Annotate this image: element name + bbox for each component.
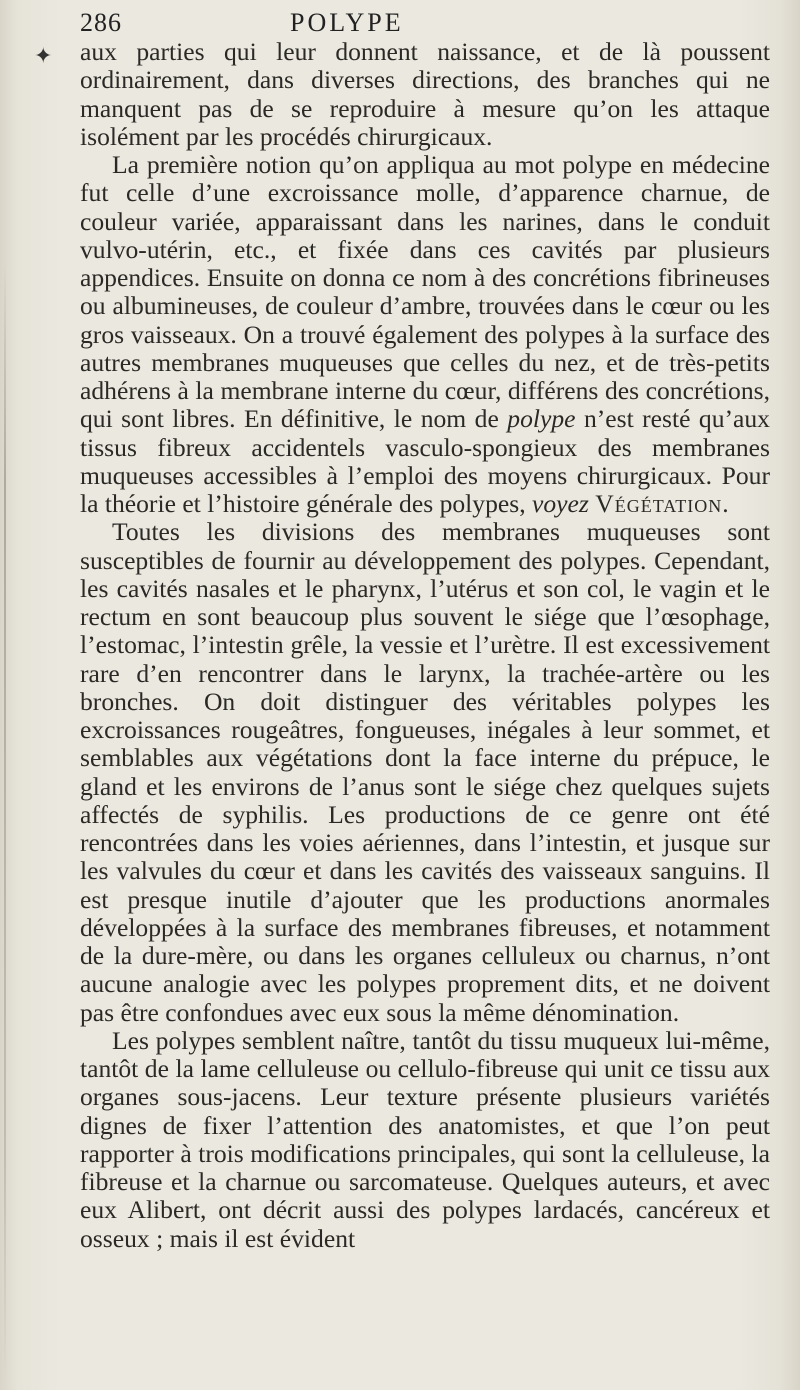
page-number: 286 <box>80 8 122 37</box>
paragraph-1: aux parties qui leur donnent naissance, et de là poussent ordinairement, dans diverses directions, des branches qui ne manquent pas de se reproduire à mesure qu’on les attaque isolément par les procédés chirurgicaux. <box>80 37 770 151</box>
paragraph-4: Les polypes semblent naître, tantôt du tissu muqueux lui-même, tantôt de la lame celluleuse ou cellulo-fibreuse qui unit ce tissu aux organes sous-jacens. Leur texture présente plusieurs variétés dignes de fixer l’attention des anatomistes, et que l’on peut rapporter à trois modifications principales, qui sont la celluleuse, la fibreuse et la charnue ou sarcomateuse. Quelques auteurs, et avec eux Alibert, ont décrit aussi des polypes lardacés, cancéreux et osseux ; mais il est évident <box>80 1025 770 1253</box>
page-header <box>80 8 720 40</box>
page-edge-shadow <box>4 260 6 1380</box>
running-title: POLYPE <box>290 8 404 37</box>
paragraph-2-end: . <box>722 489 729 518</box>
cross-reference: Végétation <box>595 489 723 518</box>
paragraph-2-text-b: n’est resté qu’aux tissus fibreux accidentels vasculo-spongieux des membranes muqueuses accessibles à l’emploi des moyens chirurgicaux. Pour la théorie et l’histoire générale des polypes, <box>80 404 770 518</box>
paragraph-3: Toutes les divisions des membranes muqueuses sont susceptibles de fournir au développement des polypes. Cependant, les cavités nasales et le pharynx, l’utérus et son col, le vagin et le rectum en sont beaucoup plus souvent le siége que l’œsophage, l’estomac, l’intestin grêle, la vessie et l’urètre. Il est excessivement rare d’en rencontrer dans le larynx, la trachée-artère ou les bronches. On doit distinguer des véritables polypes les excroissances rougeâtres, fongueuses, inégales à leur sommet, et semblables aux végétations dont la face interne du prépuce, le gland et les environs de l’anus sont le siége chez quelques sujets affectés de syphilis. Les productions de ce genre ont été rencontrées dans les voies aériennes, dans l’intestin, et jusque sur les valvules du cœur et dans les cavités des vaisseaux sanguins. Il est presque inutile d’ajouter que les productions anormales développées à la surface des membranes fibreuses, et notamment de la dure-mère, ou dans les organes celluleux ou charnus, n’ont aucune analogie avec les polypes proprement dits, et ne doivent pas être confondues avec eux sous la même dénomination. <box>80 517 770 1027</box>
paragraph-2 <box>80 151 770 518</box>
voyez-label: voyez <box>532 489 589 518</box>
body-text <box>80 38 770 1253</box>
term-polype: polype <box>507 404 576 434</box>
ink-blot-mark: ✦ <box>34 44 53 69</box>
paragraph-2-text: La première notion qu’on appliqua au mot polype en médecine fut celle d’une excroissance molle, d’apparence charnue, de couleur variée, apparaissant dans les narines, dans le conduit vulvo-utérin, etc., et fixée dans ces cavités par plusieurs appendices. Ensuite on donna ce nom à des concrétions fibrineuses ou albumineuses, de couleur d’ambre, trouvées dans le cœur ou les gros vaisseaux. On a trouvé également des polypes à la surface des autres membranes muqueuses que celles du nez, et de très-petits adhérens à la membrane interne du cœur, différens des concrétions, qui sont libres. En définitive, le nom de <box>80 150 770 434</box>
